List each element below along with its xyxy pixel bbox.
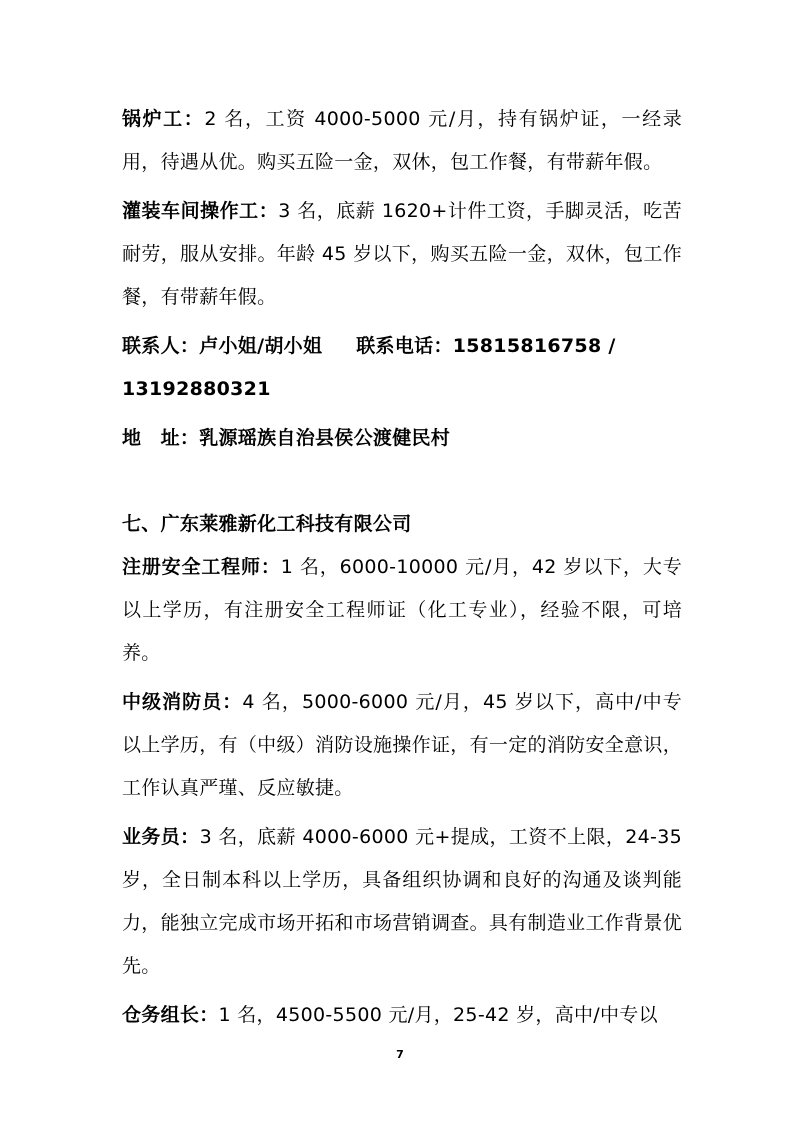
- job-safety-engineer: [122, 546, 682, 675]
- job-description: 4 名，5000-6000 元/月，45 岁以下，高中/中专以上学历，有（中级）消防设施操作证，有一定的消防安全意识，工作认真严瑾、反应敏捷。: [122, 691, 682, 799]
- job-description: 2 名，工资 4000-5000 元/月，持有锅炉证，一经录用，待遇从优。购买五险一金，双休，包工作餐，有带薪年假。: [122, 108, 682, 173]
- job-title: 注册安全工程师：: [122, 556, 281, 578]
- job-warehouse-lead: [122, 994, 682, 1037]
- job-firefighter: [122, 681, 682, 810]
- job-title: 业务员：: [122, 826, 200, 848]
- section-gap: [122, 460, 682, 503]
- job-description: 3 名，底薪 1620+计件工资，手脚灵活，吃苦耐劳，服从安排。年龄 45 岁以下，购买五险一金，双休，包工作餐，有带薪年假。: [122, 200, 682, 308]
- contact-phone: 联系电话：15815816758 /: [356, 335, 616, 357]
- contact-phone-second: 13192880321: [122, 378, 271, 400]
- job-title: 仓务组长：: [122, 1004, 219, 1026]
- job-title: 中级消防员：: [122, 691, 243, 713]
- contact-line: [122, 325, 682, 368]
- address-label: 地 址：: [122, 427, 200, 449]
- document-body: [122, 98, 682, 1037]
- job-filling-worker: [122, 190, 682, 319]
- job-boiler-worker: [122, 98, 682, 184]
- job-title: 锅炉工：: [122, 108, 205, 130]
- job-title: 灌装车间操作工：: [122, 200, 279, 222]
- address-line: [122, 417, 682, 460]
- contact-phone-2: [122, 368, 682, 411]
- job-description: 1 名，4500-5500 元/月，25-42 岁，高中/中专以: [218, 1004, 658, 1026]
- address-value: 乳源瑶族自治县侯公渡健民村: [199, 427, 451, 449]
- job-description: 3 名，底薪 4000-6000 元+提成，工资不上限，24-35 岁，全日制本科以上学历，具备组织协调和良好的沟通及谈判能力，能独立完成市场开拓和市场营销调查。具有制造业工作背景优先。: [122, 826, 682, 977]
- page-number: 7: [396, 1048, 404, 1061]
- contact-person: 联系人：卢小姐/胡小姐: [122, 335, 323, 357]
- job-description: 1 名，6000-10000 元/月，42 岁以下，大专以上学历，有注册安全工程师证（化工专业），经验不限，可培养。: [122, 556, 683, 664]
- job-salesperson: [122, 816, 682, 988]
- section-heading: 七、广东莱雅新化工科技有限公司: [122, 513, 412, 535]
